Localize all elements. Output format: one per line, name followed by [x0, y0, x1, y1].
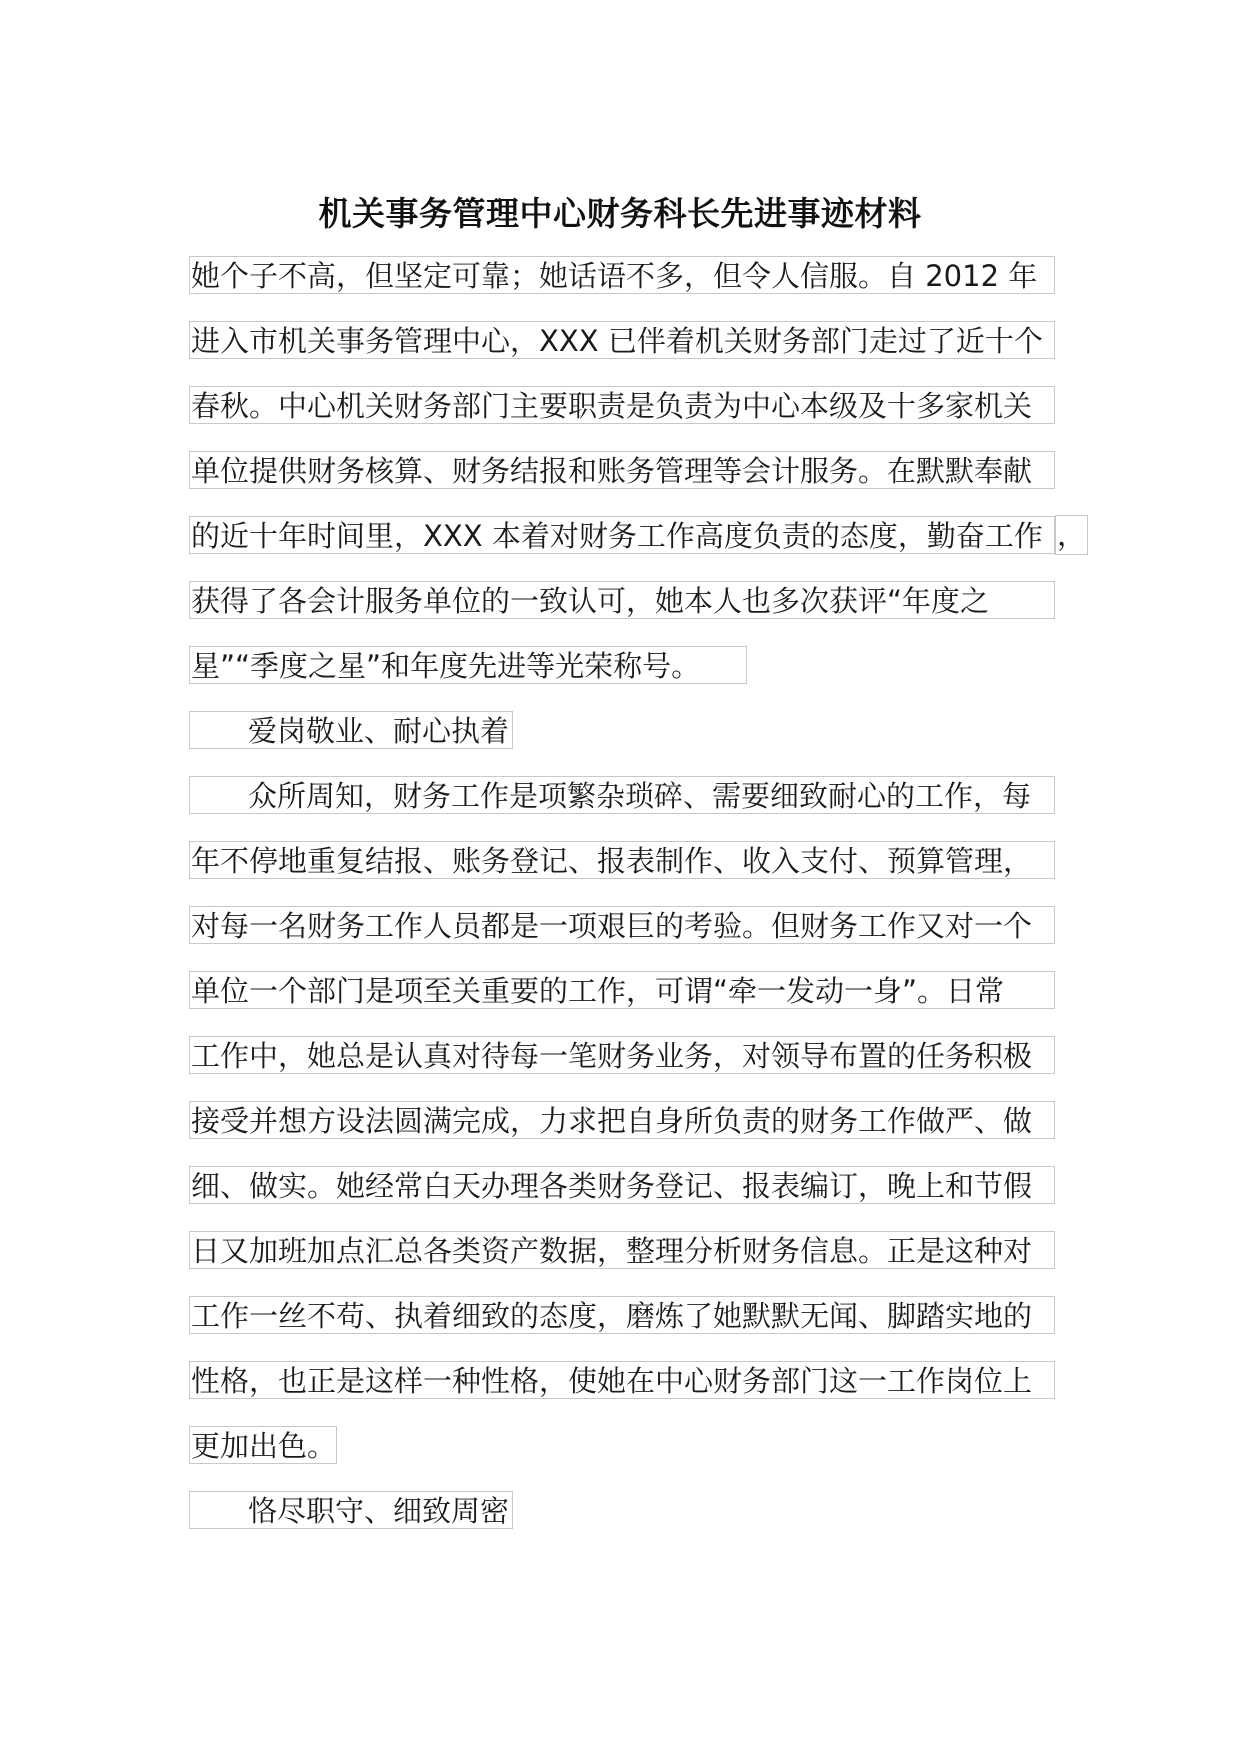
text-line: 的近十年时间里，XXX 本着对财务工作高度负责的态度，勤奋工作: [189, 516, 1055, 554]
overflow-punctuation: ，: [1055, 515, 1088, 555]
text-line: 星”“季度之星”和年度先进等光荣称号。: [189, 646, 747, 684]
text-line: 众所周知，财务工作是项繁杂琐碎、需要细致耐心的工作，每: [189, 776, 1055, 814]
section-heading: 爱岗敬业、耐心执着: [189, 711, 513, 749]
text-line: 性格，也正是这样一种性格，使她在中心财务部门这一工作岗位上: [189, 1361, 1055, 1399]
text-line: 日又加班加点汇总各类资产数据，整理分析财务信息。正是这种对: [189, 1231, 1055, 1269]
text-line: 对每一名财务工作人员都是一项艰巨的考验。但财务工作又对一个: [189, 906, 1055, 944]
text-line: 春秋。中心机关财务部门主要职责是负责为中心本级及十多家机关: [189, 386, 1055, 424]
text-line: 细、做实。她经常白天办理各类财务登记、报表编订，晚上和节假: [189, 1166, 1055, 1204]
text-line: 她个子不高，但坚定可靠；她话语不多，但令人信服。自 2012 年: [189, 256, 1055, 294]
section-heading: 恪尽职守、细致周密: [189, 1491, 513, 1529]
text-line: 获得了各会计服务单位的一致认可，她本人也多次获评“年度之: [189, 581, 1055, 619]
text-line: 进入市机关事务管理中心，XXX 已伴着机关财务部门走过了近十个: [189, 321, 1055, 359]
text-line: 年不停地重复结报、账务登记、报表制作、收入支付、预算管理，: [189, 841, 1055, 879]
text-line: 工作中，她总是认真对待每一笔财务业务，对领导布置的任务积极: [189, 1036, 1055, 1074]
document-title: 机关事务管理中心财务科长先进事迹材料: [318, 194, 922, 233]
text-line: 更加出色。: [189, 1426, 337, 1464]
text-line: 工作一丝不苟、执着细致的态度，磨炼了她默默无闻、脚踏实地的: [189, 1296, 1055, 1334]
text-line: 接受并想方设法圆满完成，力求把自身所负责的财务工作做严、做: [189, 1101, 1055, 1139]
text-line: 单位提供财务核算、财务结报和账务管理等会计服务。在默默奉献: [189, 451, 1055, 489]
text-line: 单位一个部门是项至关重要的工作，可谓“牵一发动一身”。日常: [189, 971, 1055, 1009]
